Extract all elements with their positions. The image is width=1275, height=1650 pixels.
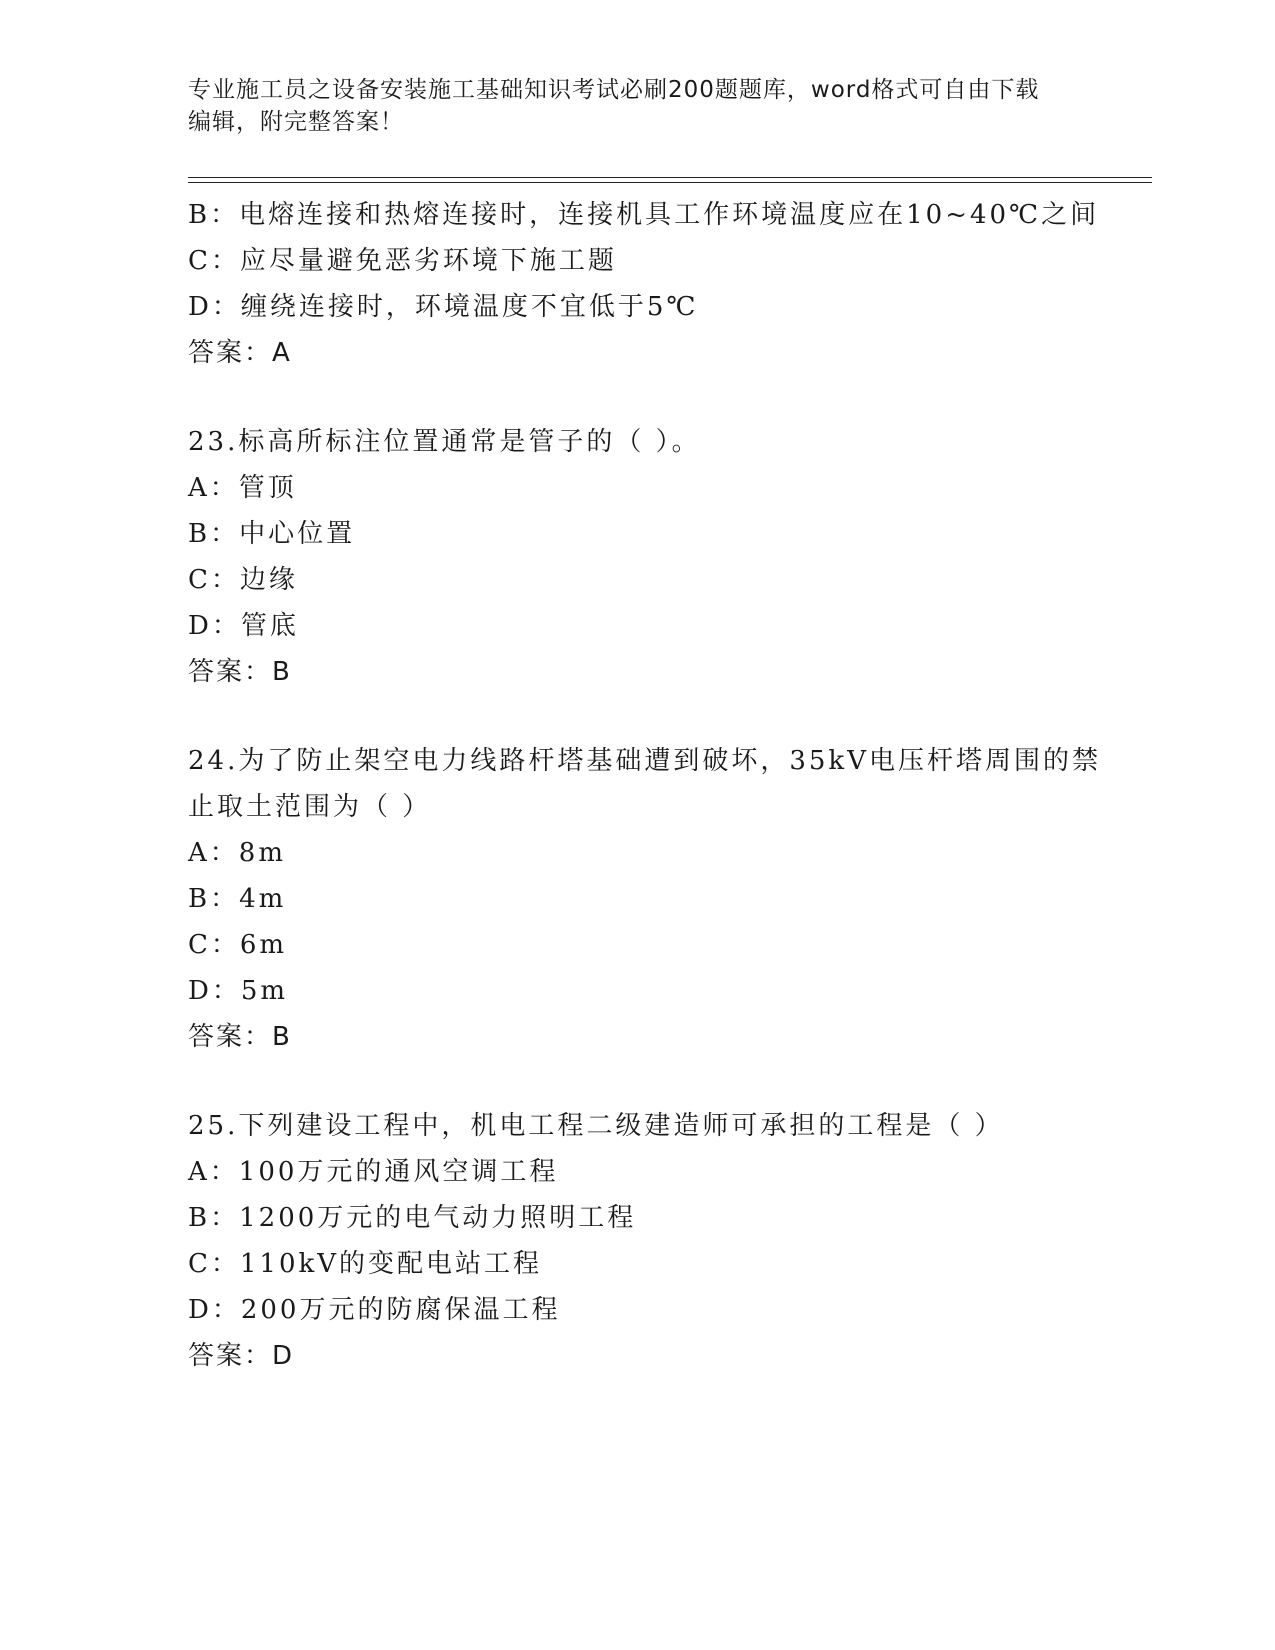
header-divider-top	[188, 177, 1152, 178]
q25-answer: 答案：D	[188, 1341, 295, 1371]
header-line-2: 编辑，附完整答案！	[188, 109, 404, 135]
q24-option-c: C：6m	[188, 930, 288, 960]
question-25	[188, 1103, 1152, 1379]
q24-option-a: A：8m	[188, 838, 286, 868]
q22-option-b: B：电熔连接和热熔连接时，连接机具工作环境温度应在10~40℃之间	[188, 200, 1100, 230]
q25-option-a: A：100万元的通风空调工程	[188, 1157, 559, 1187]
q24-option-d: D：5m	[188, 976, 289, 1006]
q25-option-c: C：110kV的变配电站工程	[188, 1249, 543, 1279]
q24-question-line-2: 止取土范围为（ ）	[188, 792, 432, 822]
q23-question: 23.标高所标注位置通常是管子的（ ）。	[188, 427, 701, 457]
question-24	[188, 738, 1152, 1060]
q23-answer: 答案：B	[188, 657, 292, 687]
question-list	[188, 192, 1152, 1379]
header-line-1: 专业施工员之设备安装施工基础知识考试必刷200题题库，word格式可自由下载	[188, 77, 1040, 103]
q22-option-c: C：应尽量避免恶劣环境下施工题	[188, 246, 617, 276]
q22-option-d: D：缠绕连接时，环境温度不宜低于5℃	[188, 292, 699, 322]
q22-answer: 答案：A	[188, 338, 292, 368]
q25-question: 25.下列建设工程中，机电工程二级建造师可承担的工程是（ ）	[188, 1111, 1004, 1141]
document-header	[188, 74, 1088, 138]
question-23	[188, 419, 1152, 695]
q24-question-line-1: 24.为了防止架空电力线路杆塔基础遭到破坏，35kV电压杆塔周围的禁	[188, 746, 1101, 776]
q25-option-d: D：200万元的防腐保温工程	[188, 1295, 561, 1325]
header-divider-bottom	[188, 182, 1152, 183]
question-22	[188, 192, 1152, 376]
q23-option-a: A：管顶	[188, 473, 297, 503]
q23-option-c: C：边缘	[188, 565, 298, 595]
q23-option-d: D：管底	[188, 611, 299, 641]
q25-option-b: B：1200万元的电气动力照明工程	[188, 1203, 637, 1233]
q24-answer: 答案：B	[188, 1022, 292, 1052]
q23-option-b: B：中心位置	[188, 519, 356, 549]
q24-option-b: B：4m	[188, 884, 287, 914]
